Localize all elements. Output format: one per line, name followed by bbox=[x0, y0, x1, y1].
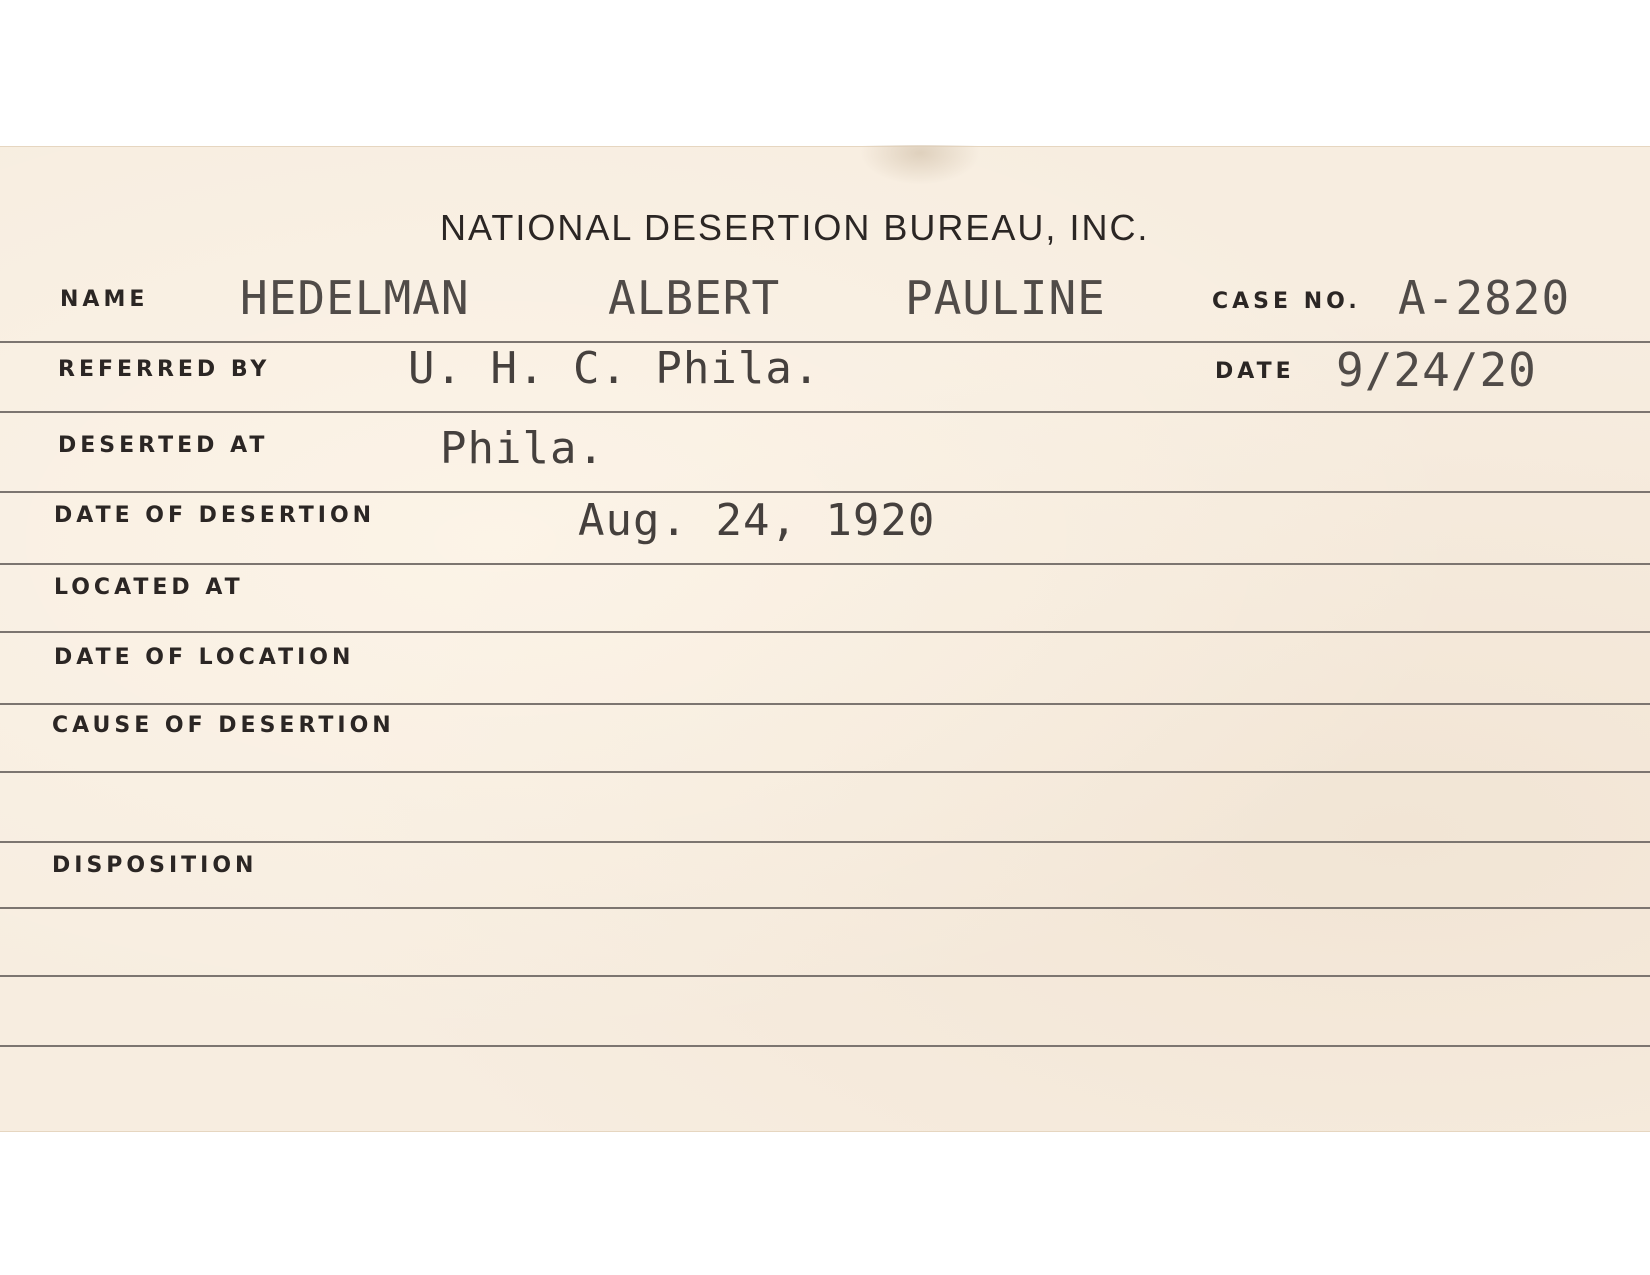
name-label: NAME bbox=[60, 287, 149, 312]
rule-deserted-at bbox=[0, 491, 1650, 493]
name-spouse-value: PAULINE bbox=[905, 271, 1106, 325]
rule-located-at bbox=[0, 631, 1650, 633]
located-at-label: LOCATED AT bbox=[54, 575, 244, 600]
rule-cause-of-desertion bbox=[0, 771, 1650, 773]
date-of-desertion-label: DATE OF DESERTION bbox=[54, 503, 376, 528]
cause-of-desertion-label: CAUSE OF DESERTION bbox=[52, 713, 395, 738]
case-no-value: A-2820 bbox=[1398, 271, 1571, 325]
referred-by-value: U. H. C. Phila. bbox=[408, 343, 821, 394]
rule-referred-by bbox=[0, 411, 1650, 413]
deserted-at-label: DESERTED AT bbox=[58, 433, 269, 458]
deserted-at-value: Phila. bbox=[440, 423, 605, 474]
name-last-value: HEDELMAN bbox=[240, 271, 470, 325]
rule-date-of-desertion bbox=[0, 563, 1650, 565]
desertion-index-card bbox=[0, 146, 1650, 1132]
rule-date-of-location bbox=[0, 703, 1650, 705]
date-label: DATE bbox=[1215, 359, 1295, 384]
card-tear-mark bbox=[860, 145, 980, 185]
rule-disposition-blank-1 bbox=[0, 975, 1650, 977]
date-value: 9/24/20 bbox=[1336, 343, 1537, 397]
rule-disposition bbox=[0, 907, 1650, 909]
case-no-label: CASE NO. bbox=[1212, 289, 1361, 314]
rule-disposition-blank-2 bbox=[0, 1045, 1650, 1047]
date-of-location-label: DATE OF LOCATION bbox=[54, 645, 355, 670]
card-title: NATIONAL DESERTION BUREAU, INC. bbox=[440, 207, 1150, 248]
disposition-label: DISPOSITION bbox=[52, 853, 258, 878]
name-first-value: ALBERT bbox=[608, 271, 781, 325]
rule-cause-blank bbox=[0, 841, 1650, 843]
date-of-desertion-value: Aug. 24, 1920 bbox=[578, 495, 936, 546]
referred-by-label: REFERRED BY bbox=[58, 357, 271, 382]
